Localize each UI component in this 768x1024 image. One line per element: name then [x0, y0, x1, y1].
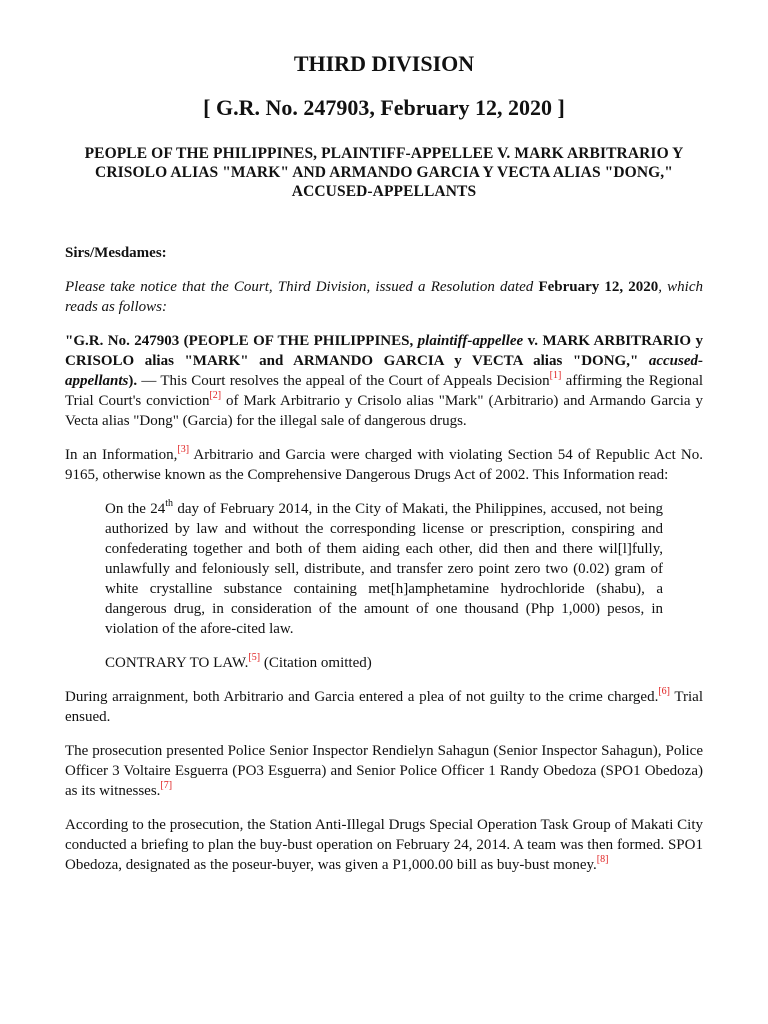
notice-text-1: Please take notice that the Court, Third Division, issued a Resolution dated — [65, 279, 539, 295]
arraignment-text-1: During arraignment, both Arbitrario and Garcia entered a plea of not guilty to the crime charged. — [65, 689, 659, 705]
resolution-text-1: — This Court resolves the appeal of the Court of Appeals Decision — [137, 373, 550, 389]
footnote-link-7[interactable]: [7] — [160, 780, 173, 791]
case-title-appellee: plaintiff-appellee — [417, 333, 524, 349]
contrary-to-law — [105, 653, 663, 673]
resolution-text-3: of Mark Arbitrario y Crisolo alias "Mark" (Arbitrario) and Armando Garcia y Vecta alias "Dong" (Garcia) for the illegal sale of dangerous drugs. — [65, 393, 703, 429]
case-title-part-2: v. MARK ARBITRARIO y CRISOLO alias "MARK" and ARMANDO GARCIA y VECTA alias "DONG," — [65, 333, 703, 369]
footnote-link-2[interactable]: [2] — [209, 390, 222, 401]
information-quote — [105, 499, 663, 639]
prosecution-text: According to the prosecution, the Station Anti-Illegal Drugs Special Operation Task Group of Makati City conducted a briefing to plan the buy-bust operation on February 24, 2014. A team was then formed. SPO1 Obedoza, designated as the poseur-buyer, was given a P1,000.00 bill as buy-bust money. — [65, 817, 703, 873]
salutation: Sirs/Mesdames: — [65, 245, 167, 261]
resolution-text-2: affirming the Regional Trial Court's conviction — [65, 373, 703, 409]
information-text-1: In an Information, — [65, 447, 178, 463]
witnesses-text: The prosecution presented Police Senior Inspector Rendielyn Sahagun (Senior Inspector Sahagun), Police Officer 3 Voltaire Esguerra (PO3 Esguerra) and Senior Police Officer 1 Randy Obedoza (SPO1 Obedoza) as its witnesses. — [65, 743, 703, 799]
case-caption: PEOPLE OF THE PHILIPPINES, PLAINTIFF-APPELLEE V. MARK ARBITRARIO Y CRISOLO ALIAS "MARK" AND ARMANDO GARCIA Y VECTA ALIAS "DONG," ACCUSED-APPELLANTS — [84, 145, 684, 200]
information-text-2: Arbitrario and Garcia were charged with violating Section 54 of Republic Act No. 9165, otherwise known as the Comprehensive Dangerous Drugs Act of 2002. This Information read: — [65, 447, 703, 483]
notice-text-2: , which reads as follows: — [65, 279, 703, 315]
footnote-link-6[interactable]: [6] — [658, 686, 670, 697]
notice-paragraph — [65, 277, 703, 317]
contrary-text: CONTRARY TO LAW. — [105, 655, 249, 671]
prosecution-paragraph — [65, 815, 703, 875]
citation-omitted: (Citation omitted) — [260, 655, 372, 671]
division-heading: THIRD DIVISION — [293, 51, 475, 76]
footnote-link-1[interactable]: [1] — [549, 370, 562, 381]
information-paragraph — [65, 445, 703, 485]
footnote-link-3[interactable]: [3] — [177, 444, 190, 455]
quote-text-2: day of February 2014, in the City of Makati, the Philippines, accused, not being authorized by law and without the corresponding license or prescription, conspiring and confederating together and both of them aiding each other, did then and there wil[l]fully, unlawfully and feloniously sell, distribute, and transfer zero point zero two (0.02) gram of white crystalline substance containing met[h]amphetamine hydrochloride (shabu), a dangerous drug, in consideration of the amount of one thousand (Php 1,000) pesos, in violation of the afore-cited law. — [105, 501, 663, 637]
witnesses-paragraph — [65, 741, 703, 801]
arraignment-text-2: Trial ensued. — [65, 689, 703, 725]
notice-date: February 12, 2020 — [538, 279, 659, 295]
quote-text-1: On the 24 — [105, 501, 166, 517]
case-title-appellants: accused-appellants — [65, 353, 703, 389]
footnote-link-8[interactable]: [8] — [596, 854, 609, 865]
case-title-part-1: "G.R. No. 247903 (PEOPLE OF THE PHILIPPINES, — [65, 333, 418, 349]
arraignment-paragraph — [65, 687, 703, 727]
ordinal-suffix: th — [165, 498, 174, 509]
resolution-paragraph — [65, 331, 703, 431]
footnote-link-5[interactable]: [5] — [248, 652, 261, 663]
case-number-heading: [ G.R. No. 247903, February 12, 2020 ] — [203, 95, 565, 120]
case-title-part-3: ). — [128, 373, 138, 389]
